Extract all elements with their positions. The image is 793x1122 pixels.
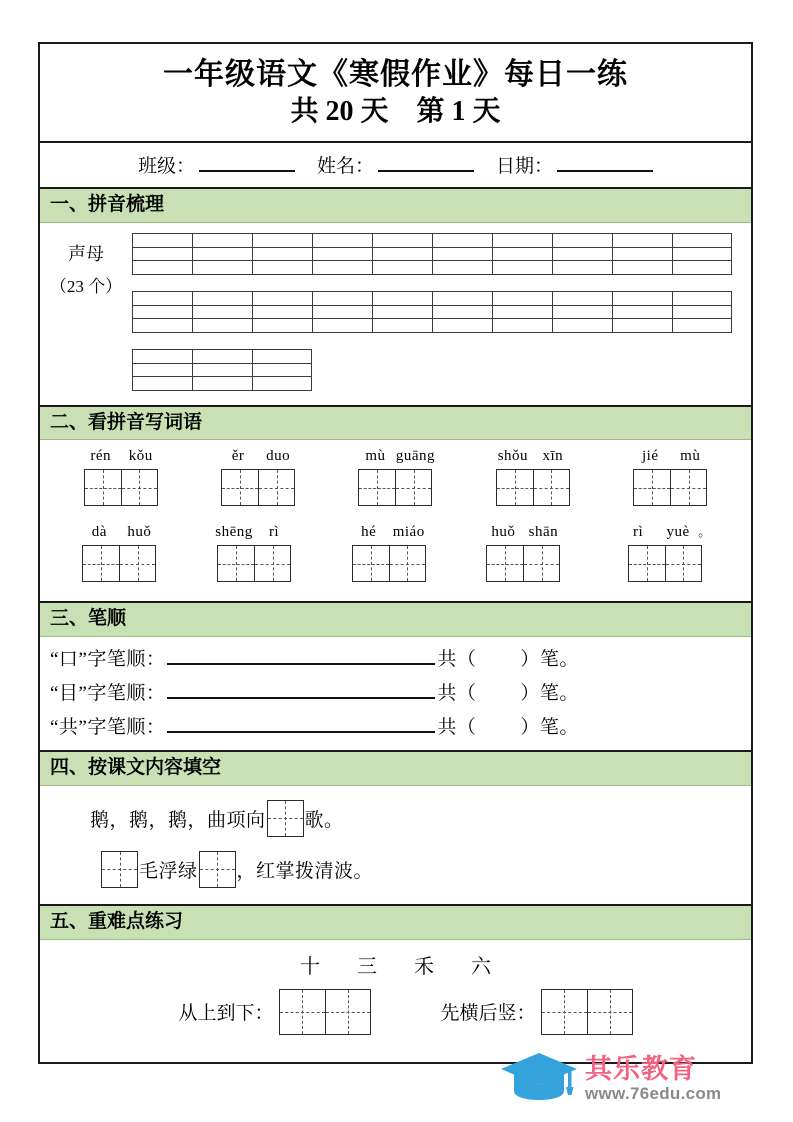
- write-words-row-2: [40, 521, 751, 587]
- stroke-order-blank[interactable]: [167, 682, 435, 699]
- answer-box[interactable]: [121, 469, 158, 506]
- pinyin-syllable: shēng: [215, 524, 253, 541]
- pinyin-cell[interactable]: [312, 291, 372, 333]
- date-label: 日期：: [496, 156, 554, 178]
- section-heading-key-points: 五、重难点练习: [40, 904, 751, 940]
- pinyin-syllable: rén: [90, 448, 112, 465]
- top-to-bottom-label: 从上到下：: [178, 1003, 274, 1025]
- shengmu-label: [40, 233, 132, 391]
- poem-line-2: [40, 851, 751, 888]
- pinyin-cell[interactable]: [132, 291, 192, 333]
- word-answer-boxes[interactable]: [84, 469, 158, 506]
- answer-box[interactable]: [358, 469, 395, 506]
- write-word-item: [355, 448, 435, 511]
- pinyin-syllable: huǒ: [491, 524, 516, 541]
- write-words-row-1: [40, 448, 751, 511]
- pinyin-cell[interactable]: [312, 233, 372, 275]
- pinyin-syllable: shǒu: [497, 448, 529, 465]
- poem-line-1-after: 歌。: [304, 809, 344, 831]
- stroke-order-line: [40, 678, 751, 705]
- pinyin-syllable: guāng: [395, 448, 436, 465]
- word-pinyin: [483, 524, 563, 541]
- section-heading-pinyin: 一、拼音梳理: [40, 189, 751, 223]
- section-body-stroke-order: [40, 637, 751, 750]
- poem-line-2-mid: 毛浮绿: [139, 860, 198, 882]
- section-body-key-points: [40, 940, 751, 1051]
- stroke-count-suffix: ）笔。: [520, 717, 579, 739]
- answer-box[interactable]: [199, 851, 236, 888]
- horizontal-first-item: [441, 989, 633, 1035]
- shengmu-label-line1: 声母: [68, 243, 104, 264]
- answer-box[interactable]: [587, 989, 633, 1035]
- pinyin-syllable: rì: [268, 524, 280, 541]
- pinyin-syllable: mù: [365, 448, 386, 465]
- write-word-item: [630, 448, 710, 511]
- answer-box[interactable]: [395, 469, 432, 506]
- answer-box[interactable]: [486, 545, 523, 582]
- name-label: 姓名：: [316, 156, 374, 178]
- word-answer-boxes[interactable]: [221, 469, 295, 506]
- answer-box[interactable]: [670, 469, 707, 506]
- answer-box[interactable]: [267, 800, 304, 837]
- stroke-order-blank[interactable]: [167, 716, 435, 733]
- word-pinyin: [618, 521, 712, 541]
- section-heading-write-words: 二、看拼音写词语: [40, 405, 751, 441]
- answer-box[interactable]: [119, 545, 156, 582]
- pinyin-syllable: rì: [633, 524, 644, 541]
- pinyin-syllable: kǒu: [128, 448, 153, 465]
- watermark-url: www.76edu.com: [585, 1083, 722, 1103]
- watermark: [500, 1050, 721, 1107]
- stroke-order-prompt: “口”字笔顺：: [50, 649, 166, 671]
- word-pinyin: [355, 448, 435, 465]
- word-pinyin: [214, 524, 294, 541]
- pinyin-cell[interactable]: [672, 233, 732, 275]
- title-block: [40, 44, 751, 143]
- name-field[interactable]: [317, 151, 474, 178]
- word-answer-boxes[interactable]: [633, 469, 707, 506]
- poem-line-1-before: 鹅，鹅，鹅，曲项向: [90, 809, 266, 831]
- stroke-count-prefix: 共（: [437, 683, 477, 705]
- word-answer-boxes[interactable]: [352, 545, 426, 582]
- answer-box[interactable]: [82, 545, 119, 582]
- pinyin-cell[interactable]: [132, 349, 192, 391]
- pinyin-cell[interactable]: [192, 233, 252, 275]
- answer-box[interactable]: [221, 469, 258, 506]
- word-answer-boxes[interactable]: [628, 545, 702, 582]
- pinyin-syllable: duo: [266, 448, 291, 465]
- word-answer-boxes[interactable]: [486, 545, 560, 582]
- stroke-order-blank[interactable]: [167, 648, 435, 665]
- section-heading-stroke-order: 三、笔顺: [40, 601, 751, 637]
- answer-box[interactable]: [665, 545, 702, 582]
- word-pinyin: [79, 524, 159, 541]
- answer-box[interactable]: [325, 989, 371, 1035]
- pinyin-grid-row: [132, 233, 751, 275]
- pinyin-cell[interactable]: [492, 291, 552, 333]
- answer-box[interactable]: [217, 545, 254, 582]
- pinyin-cell[interactable]: [192, 291, 252, 333]
- stroke-count-prefix: 共（: [437, 717, 477, 739]
- answer-box[interactable]: [496, 469, 533, 506]
- punctuation: 。: [698, 524, 712, 540]
- watermark-text: [585, 1053, 722, 1103]
- answer-box[interactable]: [633, 469, 670, 506]
- pinyin-syllable: mù: [680, 448, 701, 465]
- pinyin-cell[interactable]: [372, 291, 432, 333]
- date-field[interactable]: [496, 151, 653, 178]
- poem-line-1: [40, 800, 751, 837]
- pinyin-cell[interactable]: [552, 291, 612, 333]
- pinyin-grid-row: [132, 349, 751, 391]
- word-answer-boxes[interactable]: [82, 545, 156, 582]
- shengmu-label-line2: （23 个）: [49, 276, 123, 296]
- pinyin-syllable: ěr: [231, 448, 245, 465]
- stroke-order-lines: [40, 637, 751, 750]
- answer-box[interactable]: [523, 545, 560, 582]
- pinyin-syllable: hé: [361, 524, 377, 541]
- answer-box[interactable]: [628, 545, 665, 582]
- stroke-order-line: [40, 644, 751, 671]
- write-word-item: [81, 448, 161, 511]
- write-word-item: [483, 524, 563, 587]
- pinyin-grid-container: [132, 233, 751, 391]
- pinyin-cell[interactable]: [552, 233, 612, 275]
- section-body-write-words: [40, 440, 751, 601]
- key-point-characters: 十 三 禾 六: [300, 955, 507, 978]
- stroke-count-suffix: ）笔。: [520, 683, 579, 705]
- date-blank[interactable]: [557, 156, 653, 172]
- stroke-order-prompt: “目”字笔顺：: [50, 683, 166, 705]
- answer-box[interactable]: [254, 545, 291, 582]
- pinyin-cell[interactable]: [492, 233, 552, 275]
- page-subtitle: 共 20 天 第 1 天: [290, 96, 501, 128]
- word-pinyin: [630, 448, 710, 465]
- pinyin-cell[interactable]: [612, 291, 672, 333]
- section-body-pinyin: [40, 223, 751, 405]
- word-answer-boxes[interactable]: [217, 545, 291, 582]
- write-word-item: [618, 521, 712, 587]
- stroke-count-suffix: ）笔。: [520, 649, 579, 671]
- pinyin-grid-row: [132, 291, 751, 333]
- write-word-item: [349, 524, 429, 587]
- write-word-item: [214, 524, 294, 587]
- poem-line-2-after: ，红掌拨清波。: [236, 860, 374, 882]
- word-pinyin: [349, 524, 429, 541]
- section-body-fill-blanks: [40, 786, 751, 904]
- pinyin-cell[interactable]: [252, 349, 312, 391]
- word-answer-boxes[interactable]: [358, 469, 432, 506]
- pinyin-syllable: jié: [642, 448, 659, 465]
- pinyin-cell[interactable]: [612, 233, 672, 275]
- pinyin-syllable: yuè: [666, 524, 690, 541]
- worksheet-page: [38, 42, 753, 1064]
- pinyin-cell[interactable]: [672, 291, 732, 333]
- top-to-bottom-boxes[interactable]: [279, 989, 371, 1035]
- class-label: 班级：: [137, 156, 195, 178]
- pinyin-syllable: shān: [528, 524, 559, 541]
- pinyin-syllable: xīn: [542, 448, 564, 465]
- graduation-cap-icon: [500, 1050, 578, 1107]
- pinyin-cell[interactable]: [252, 233, 312, 275]
- name-blank[interactable]: [378, 156, 474, 172]
- word-pinyin: [218, 448, 298, 465]
- stroke-count-prefix: 共（: [437, 649, 477, 671]
- class-blank[interactable]: [199, 156, 295, 172]
- write-word-item: [79, 524, 159, 587]
- answer-box[interactable]: [541, 989, 587, 1035]
- pinyin-syllable: miáo: [392, 524, 425, 541]
- word-answer-boxes[interactable]: [496, 469, 570, 506]
- stroke-order-prompt: “共”字笔顺：: [50, 717, 166, 739]
- answer-box[interactable]: [101, 851, 138, 888]
- class-field[interactable]: [138, 151, 295, 178]
- pinyin-cell[interactable]: [132, 233, 192, 275]
- write-word-item: [218, 448, 298, 511]
- word-pinyin: [493, 448, 573, 465]
- horizontal-first-label: 先横后竖：: [440, 1003, 536, 1025]
- watermark-brand: 其乐教育: [585, 1053, 697, 1084]
- answer-box[interactable]: [279, 989, 325, 1035]
- answer-box[interactable]: [84, 469, 121, 506]
- answer-box[interactable]: [533, 469, 570, 506]
- pinyin-cell[interactable]: [372, 233, 432, 275]
- horizontal-first-boxes[interactable]: [541, 989, 633, 1035]
- stroke-order-line: [40, 712, 751, 739]
- answer-box[interactable]: [258, 469, 295, 506]
- answer-box[interactable]: [352, 545, 389, 582]
- pinyin-cell[interactable]: [432, 233, 492, 275]
- write-word-item: [493, 448, 573, 511]
- pinyin-syllable: huǒ: [127, 524, 152, 541]
- pinyin-cell[interactable]: [252, 291, 312, 333]
- top-to-bottom-item: [178, 989, 370, 1035]
- student-info-row: [40, 143, 751, 189]
- page-title: 一年级语文《寒假作业》每日一练: [163, 58, 628, 91]
- word-pinyin: [81, 448, 161, 465]
- pinyin-cell[interactable]: [432, 291, 492, 333]
- pinyin-syllable: dà: [91, 524, 107, 541]
- answer-box[interactable]: [389, 545, 426, 582]
- pinyin-cell[interactable]: [192, 349, 252, 391]
- section-heading-fill-blanks: 四、按课文内容填空: [40, 750, 751, 786]
